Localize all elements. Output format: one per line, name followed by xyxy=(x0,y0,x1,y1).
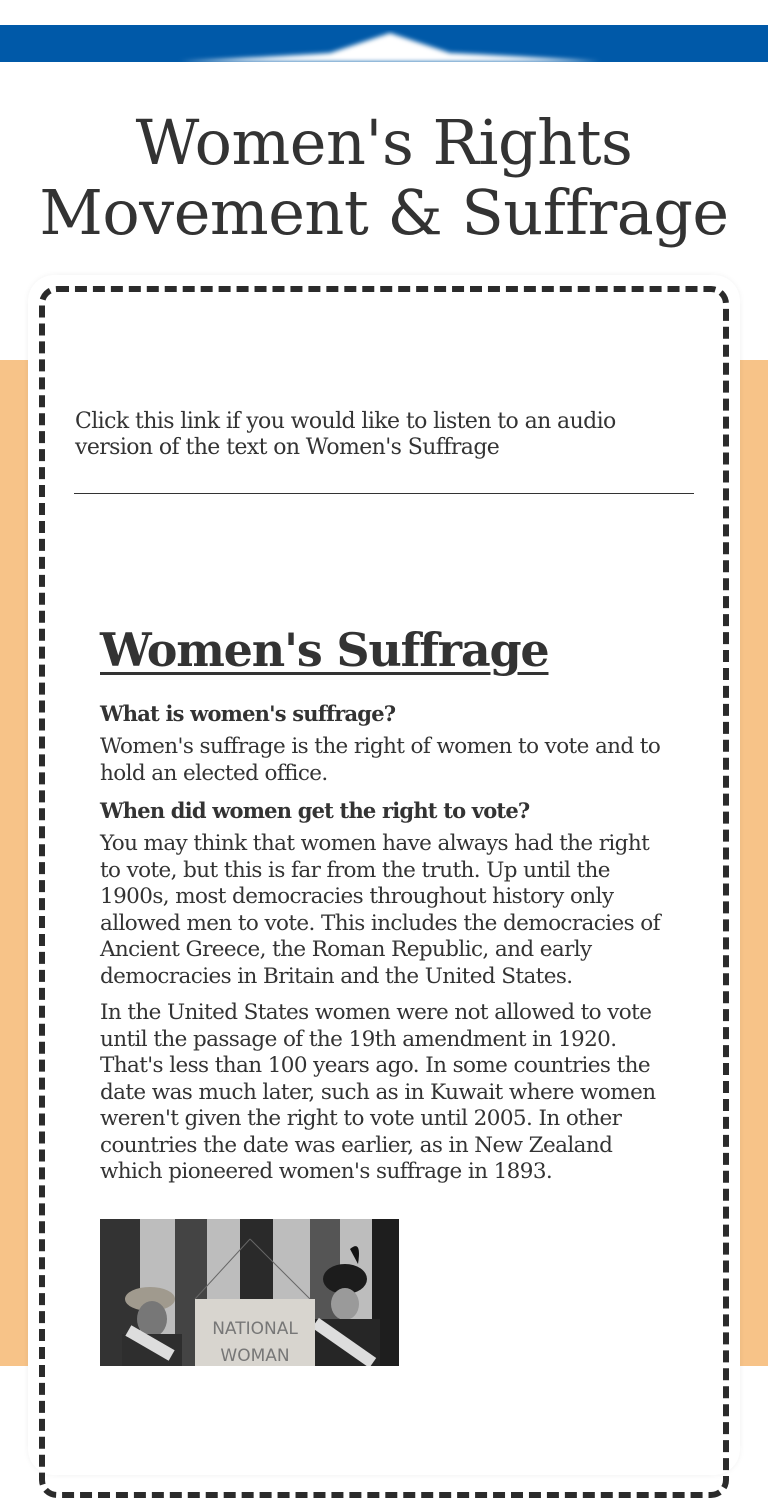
question-heading: When did women get the right to vote? xyxy=(100,798,530,823)
paragraph: Women's suffrage is the right of women to vote and to hold an elected office. xyxy=(100,734,661,786)
section-title: Women's Suffrage xyxy=(100,623,549,677)
photo-image xyxy=(100,1219,399,1366)
header-banner xyxy=(0,25,768,62)
divider xyxy=(74,493,694,494)
question-heading: What is women's suffrage? xyxy=(100,701,396,726)
banner-mountain-graphic xyxy=(0,25,768,62)
photo-banner-text: WOMAN xyxy=(220,1346,290,1366)
suffragists-photo xyxy=(100,1219,399,1366)
page-title: Women's Rights Movement & Suffrage xyxy=(39,106,729,249)
article-content xyxy=(100,700,675,1196)
paragraph: You may think that women have always had the right to vote, but this is far from the truth. Up until the 1900s, most democracies throughout history only allowed men to vote. This includes the democracies of Ancient Greece, the Roman Republic, and early democracies in Britain and the United States. xyxy=(100,831,660,989)
paragraph: In the United States women were not allowed to vote until the passage of the 19th amendment in 1920. That's less than 100 years ago. In some countries the date was much later, such as in Kuwait where women weren't given the right to vote until 2005. In other countries the date was earlier, as in New Zealand which pioneered women's suffrage in 1893. xyxy=(100,1000,656,1184)
audio-version-link[interactable]: Click this link if you would like to listen to an audio version of the text on Women's Suffrage xyxy=(75,409,616,460)
photo-banner-text: NATIONAL xyxy=(212,1319,298,1339)
